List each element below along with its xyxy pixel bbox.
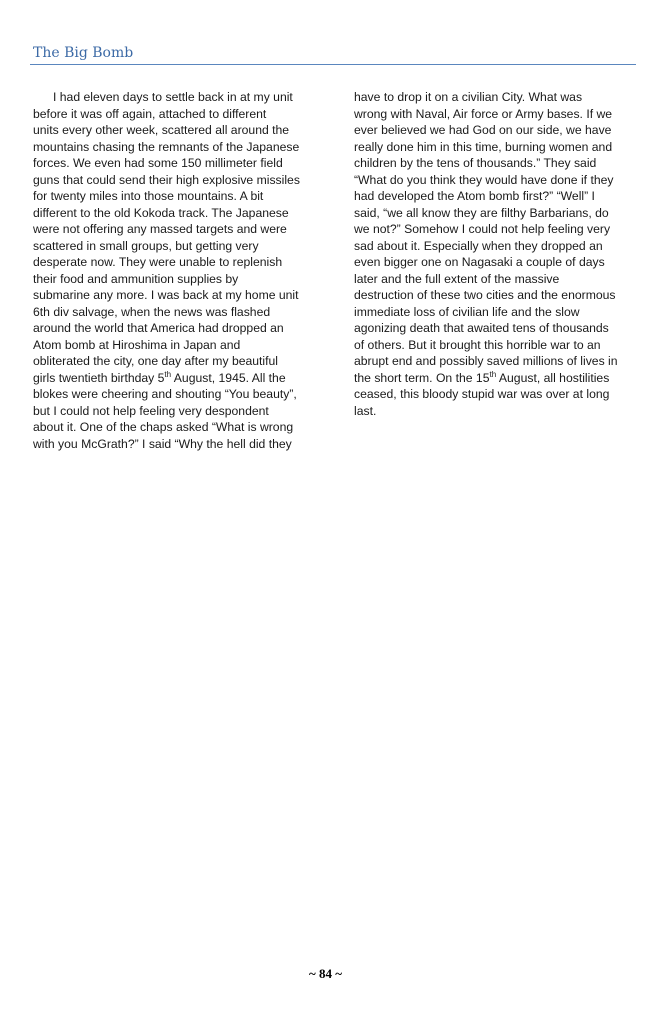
text-line: forces. We even had some 150 millimeter field — [33, 156, 283, 170]
text-line: for twenty miles into those mountains. A bit — [33, 189, 264, 203]
text-line: “What do you think they would have done if they — [354, 172, 614, 187]
text-line: different to the old Kokoda track. The Japanese — [33, 205, 289, 220]
text-line: units every other week, scattered all around the — [33, 123, 290, 137]
left-column — [33, 89, 313, 452]
ordinal-superscript: th — [164, 369, 172, 379]
text-line: we not?” Somehow I could not help feeling very — [354, 222, 611, 236]
text-line: before it was off again, attached to different — [33, 106, 267, 121]
text-line: their food and ammunition supplies by — [33, 271, 239, 286]
text-line: even bigger one on Nagasaki a couple of days — [354, 255, 605, 269]
text-line: destruction of these two cities and the enormous — [354, 288, 616, 302]
text-line: of others. But it brought this horrible war to an — [354, 337, 601, 352]
text-line: guns that could send their high explosive missiles — [33, 172, 300, 187]
running-header-title: The Big Bomb — [33, 45, 134, 61]
text-line: children by the tens of thousands.” They said — [354, 156, 597, 170]
text-line: 6th div salvage, when the news was flashed — [33, 304, 271, 319]
text-line: sad about it. Especially when they dropped an — [354, 238, 603, 253]
text-fragment: August, all hostilities — [496, 370, 610, 385]
text-line: I had eleven days to settle back in at my unit — [53, 90, 293, 104]
text-fragment: the short term. On the 15 — [354, 370, 490, 385]
text-line: said, “we all know they are filthy Barbarians, do — [354, 205, 609, 220]
text-line: have to drop it on a civilian City. What was — [354, 90, 583, 104]
text-line: scattered in small groups, but getting very — [33, 238, 259, 253]
text-line: ceased, this bloody stupid war was over at long — [354, 387, 610, 401]
text-fragment: August, 1945. All the — [171, 370, 286, 385]
text-line: submarine any more. I was back at my home unit — [33, 288, 299, 302]
text-line: mountains chasing the remnants of the Japanese — [33, 139, 300, 154]
page-number: ~ 84 ~ — [308, 966, 343, 981]
text-line: really done him in this time, burning women and — [354, 139, 613, 154]
text-line: with you McGrath?” I said “Why the hell did they — [33, 436, 292, 451]
header-rule — [30, 64, 636, 65]
text-line: had developed the Atom bomb first?” “Well” I — [354, 189, 595, 203]
ordinal-superscript: th — [489, 369, 497, 379]
text-line: obliterated the city, one day after my beautiful — [33, 354, 279, 368]
text-line: were not offering any massed targets and were — [33, 222, 287, 236]
text-line — [354, 370, 634, 387]
text-line: agonizing death that awaited tens of thousands — [354, 321, 609, 335]
text-line: but I could not help feeling very despondent — [33, 403, 269, 418]
text-line: about it. One of the chaps asked “What is wrong — [33, 420, 294, 434]
text-line: blokes were cheering and shouting “You beauty”, — [33, 387, 297, 401]
text-line: later and the full extent of the massive — [354, 271, 560, 286]
text-line: ever believed we had God on our side, we have — [354, 123, 612, 137]
text-line — [33, 370, 313, 387]
text-line: abrupt end and possibly saved millions of lives in — [354, 354, 618, 368]
text-line: immediate loss of civilian life and the slow — [354, 304, 580, 319]
text-fragment: girls twentieth birthday 5 — [33, 370, 165, 385]
text-line: Atom bomb at Hiroshima in Japan and — [33, 337, 241, 352]
text-line: desperate now. They were unable to replenish — [33, 255, 283, 269]
text-line: last. — [354, 403, 377, 418]
text-line: wrong with Naval, Air force or Army bases. If we — [354, 106, 613, 121]
text-line: around the world that America had dropped an — [33, 321, 284, 335]
right-column — [354, 89, 634, 419]
